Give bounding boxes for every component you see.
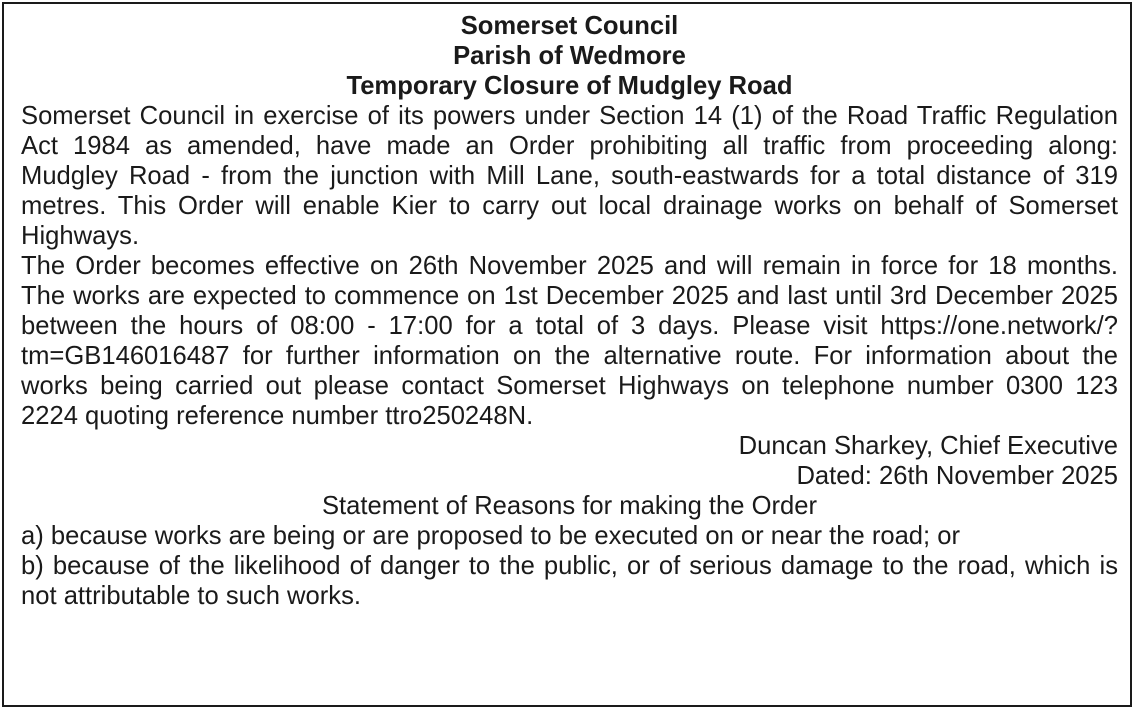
signatory: Duncan Sharkey, Chief Executive (738, 432, 1118, 460)
public-notice (2, 2, 1132, 707)
notice-title-parish: Parish of Wedmore (453, 42, 686, 70)
order-paragraph: Somerset Council in exercise of its powers under Section 14 (1) of the Road Traffic Regulation Act 1984 as amended, have made an Order prohibiting all traffic from proceeding along: Mudgley Road - from the junction with Mill Lane, south-eastwards for a total distance of 319 metres. This Order will enable Kier to carry out local drainage works on behalf of Somerset Highways. (21, 102, 1118, 250)
notice-title-council: Somerset Council (460, 12, 679, 40)
dated-line: Dated: 26th November 2025 (796, 462, 1118, 490)
effective-paragraph: The Order becomes effective on 26th November 2025 and will remain in force for 18 months. The works are expected to commence on 1st December 2025 and last until 3rd December 2025 between the hours of 08:00 - 17:00 for a total of 3 days. Please visit https://one.network/?tm=GB146016487 for further information on the alternative route. For information about the works being carried out please contact Somerset Highways on telephone number 0300 123 2224 quoting reference number ttro250248N. (21, 252, 1118, 430)
reason-b: b) because of the likelihood of danger to the public, or of serious damage to the road, which is not attributable to such works. (21, 552, 1118, 610)
notice-content (21, 11, 1118, 611)
reasons-heading: Statement of Reasons for making the Order (321, 492, 818, 520)
reason-a: a) because works are being or are proposed to be executed on or near the road; or (21, 522, 961, 550)
notice-title-closure: Temporary Closure of Mudgley Road (346, 72, 793, 100)
